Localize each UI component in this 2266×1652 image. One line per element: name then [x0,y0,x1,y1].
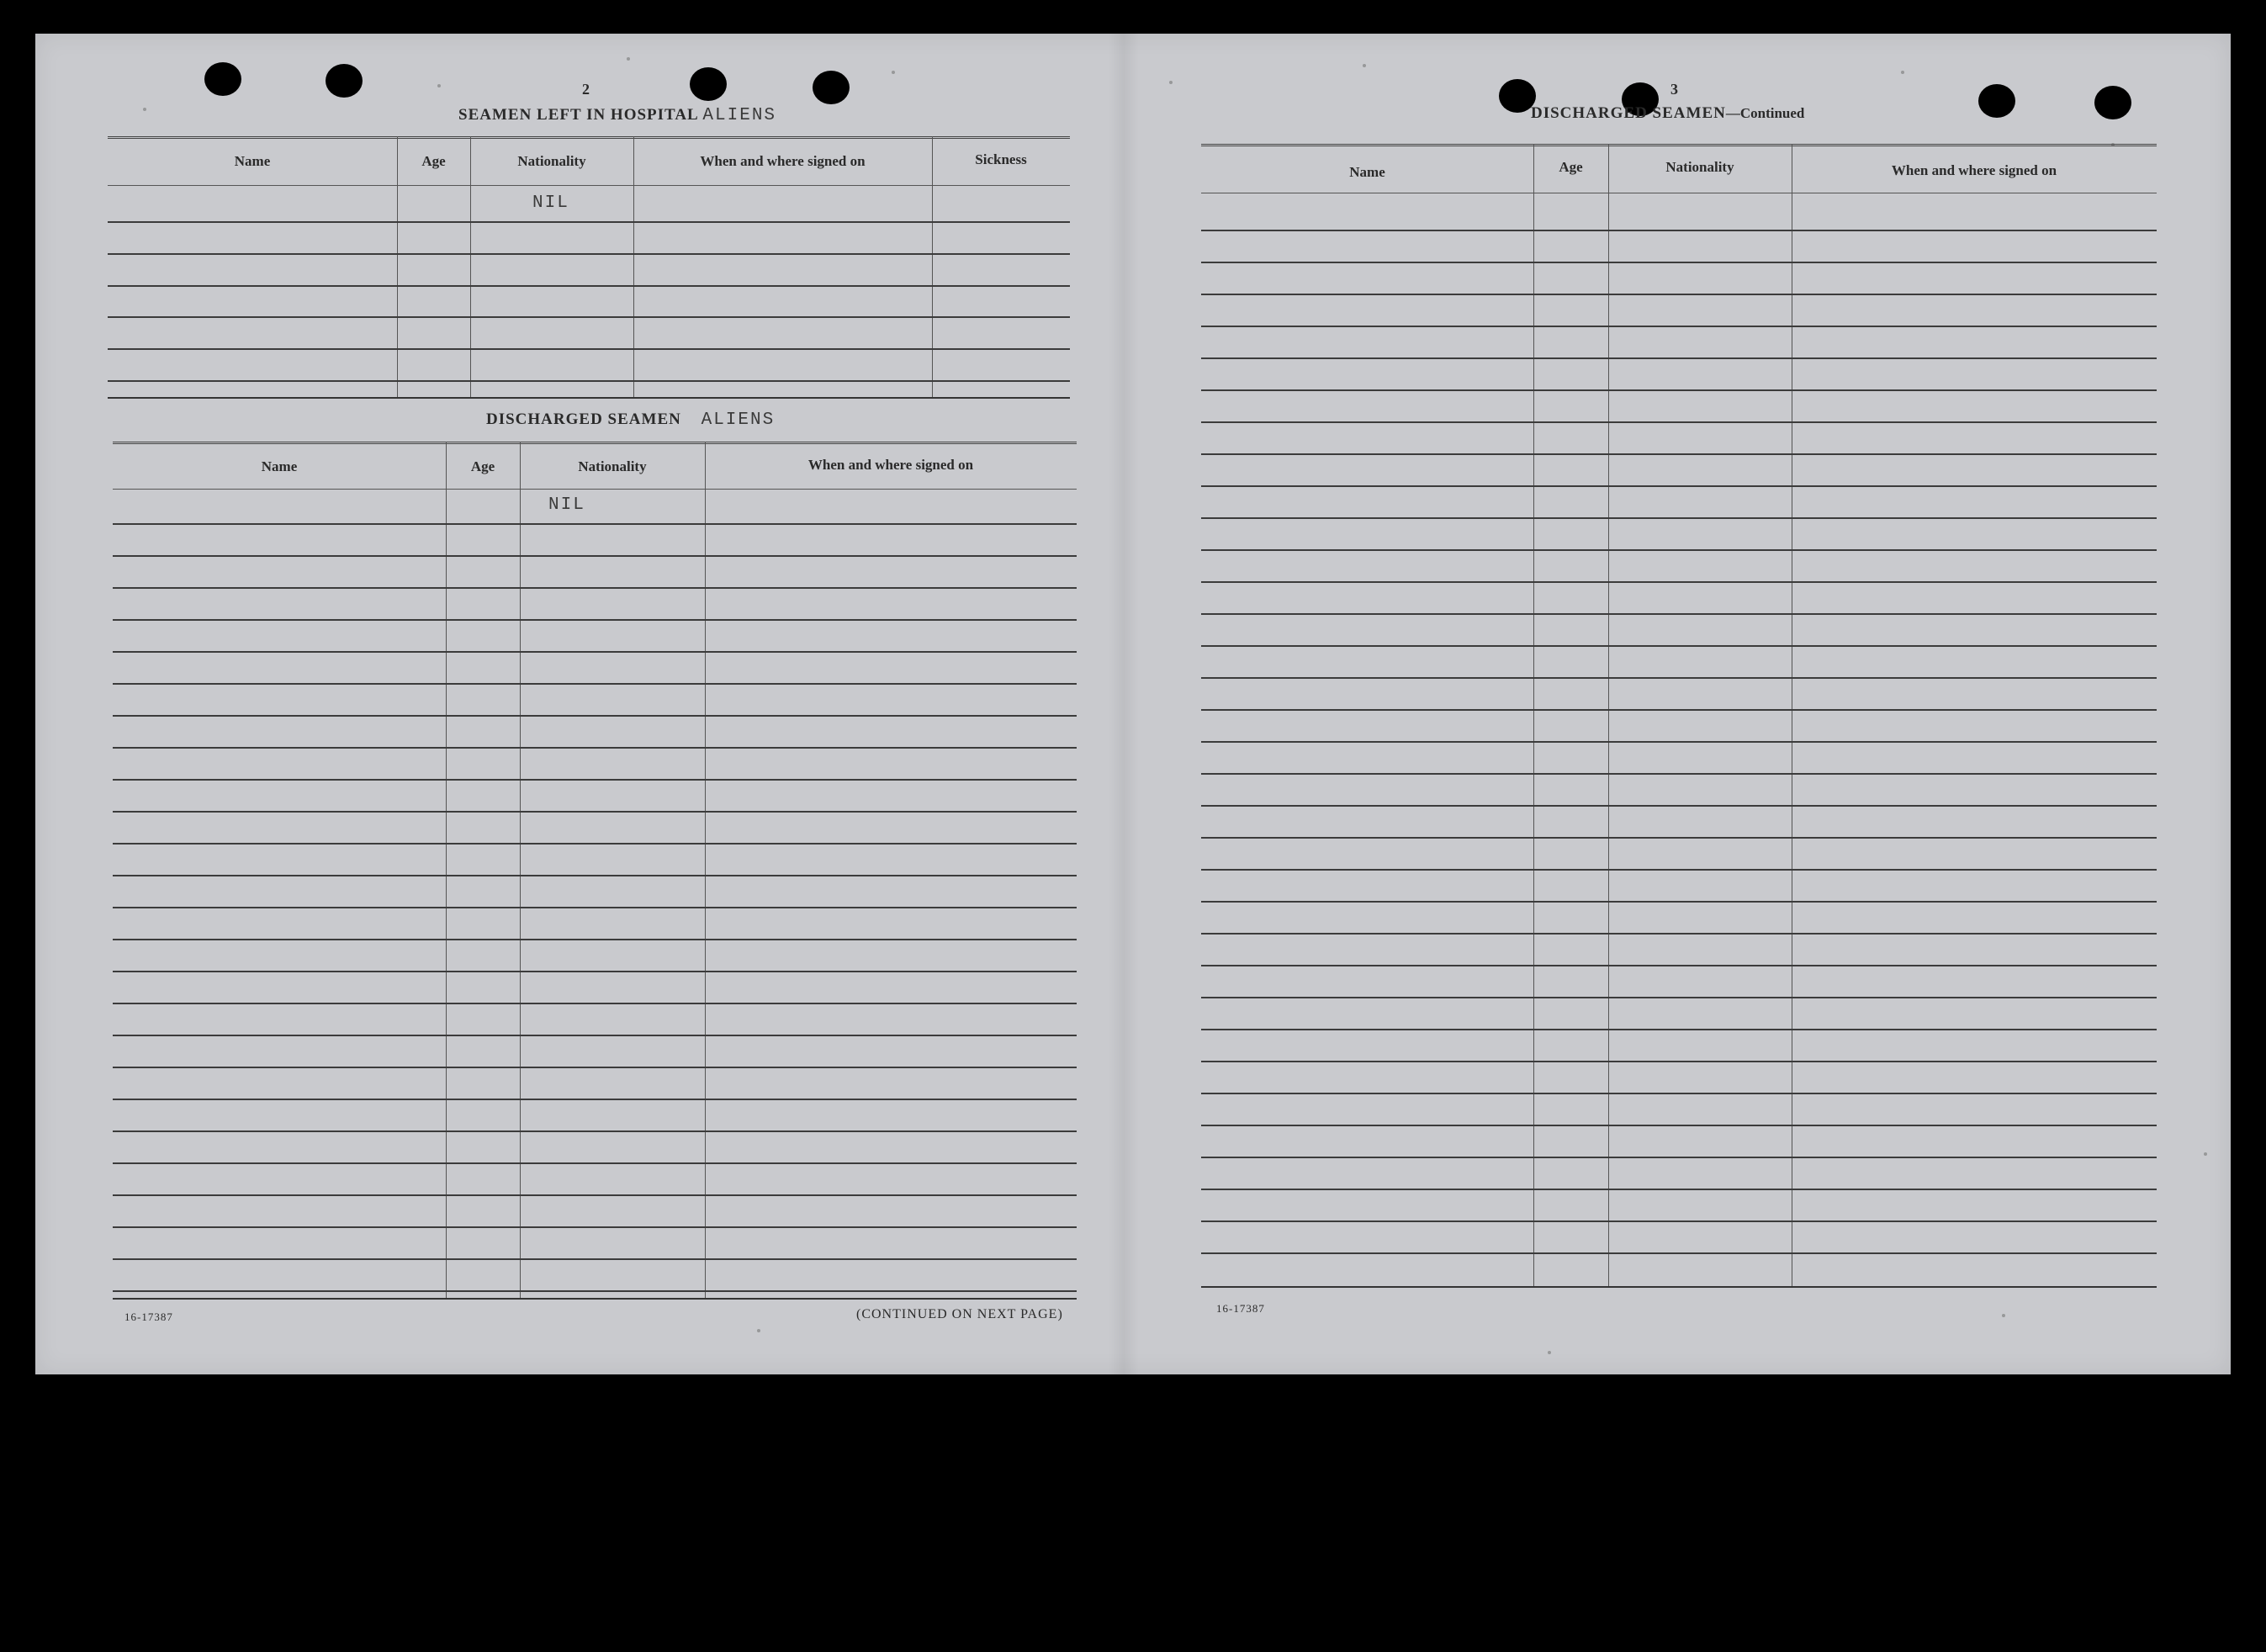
table-row [108,348,1070,350]
column-header-age: Age [470,458,495,474]
table-row [113,843,1077,845]
punch-hole [204,62,241,96]
paper-speck [627,57,630,61]
table-top-rule [108,136,1070,139]
table-row [1201,997,2157,998]
table-row [108,221,1070,223]
table-row [1201,965,2157,966]
table-row [113,523,1077,525]
table-row [113,1290,1077,1292]
table-row [1201,773,2157,775]
column-divider [446,442,447,1300]
table-row [1201,1029,2157,1030]
column-header-name: Name [234,153,271,169]
header-rule [113,489,1077,490]
hospital-title-text: SEAMEN LEFT IN HOSPITAL [458,106,698,124]
table-row [1201,1125,2157,1126]
table-top-rule [1201,144,2157,146]
column-header-age: Age [421,153,446,169]
column-header-signed-on: When and where signed on [807,457,974,473]
table-bottom-rule [108,397,1070,399]
table-row [113,1003,1077,1004]
hospital-title-typed: ALIENS [702,106,777,125]
column-header-signed-on: When and where signed on [1891,162,2057,178]
continued-section-title [1531,104,1804,123]
table-row [1201,741,2157,743]
paper-speck [1363,64,1366,67]
paper-speck [143,108,146,111]
column-divider [932,136,933,399]
table-row [1201,294,2157,295]
column-divider [1608,144,1609,1288]
punch-hole [326,64,363,98]
column-divider [397,136,398,399]
table-row [113,747,1077,749]
table-row [113,875,1077,876]
paper-speck [437,84,441,87]
table-row [113,1035,1077,1036]
table-row [1201,869,2157,871]
table-row [113,779,1077,781]
column-header-nationality: Nationality [578,458,647,474]
punch-hole [2094,86,2131,119]
table-top-rule [113,442,1077,444]
table-bottom-rule [113,1298,1077,1300]
table-row [113,651,1077,653]
column-header-name: Name [261,458,298,474]
table-row [1201,517,2157,519]
table-row [113,619,1077,621]
table-row [113,1130,1077,1132]
table-row [1201,1061,2157,1062]
paper-speck [2002,1314,2005,1317]
punch-hole [1978,84,2015,118]
hospital-section-title [458,106,776,125]
discharged-title-typed: ALIENS [701,410,776,430]
table-row [1201,1093,2157,1094]
table-row [108,285,1070,287]
table-row [113,587,1077,589]
table-row [113,971,1077,972]
form-number-left: 16-17387 [124,1310,173,1323]
table-row [113,555,1077,557]
table-row [1201,453,2157,455]
table-row [1201,262,2157,263]
paper-speck [1169,81,1173,84]
table-row [1201,1157,2157,1158]
column-divider [633,136,634,399]
paper-speck [1548,1351,1551,1354]
table-row [108,253,1070,255]
column-divider [1533,144,1534,1288]
table-row [1201,357,2157,359]
table-bottom-rule [1201,1286,2157,1288]
column-divider [470,136,471,399]
discharged-title-text: DISCHARGED SEAMEN [486,410,681,428]
table-row [1201,230,2157,231]
table-row [113,1226,1077,1228]
discharged-section-title [486,410,775,430]
column-divider [520,442,521,1300]
table-row [1201,549,2157,551]
continued-note: (CONTINUED ON NEXT PAGE) [856,1307,1063,1321]
column-header-nationality: Nationality [517,153,586,169]
table-row [1201,421,2157,423]
table-row [1201,837,2157,839]
column-header-age: Age [1559,159,1583,175]
table-row [1201,581,2157,583]
discharged-table-left [113,442,1077,1300]
hospital-table [108,136,1070,399]
page-number-left: 2 [582,81,590,98]
continued-title-text: DISCHARGED SEAMEN [1531,104,1726,122]
column-header-signed-on: When and where signed on [700,153,866,169]
discharged-table-right [1201,144,2157,1288]
table-row [1201,677,2157,679]
table-row [1201,805,2157,807]
table-row [113,907,1077,908]
hospital-nationality-entry: NIL [532,193,569,213]
continued-title-suffix: —Continued [1725,105,1805,121]
discharged-nationality-entry: NIL [548,495,585,515]
table-row [1201,326,2157,327]
header-rule [108,185,1070,186]
table-row [1201,389,2157,391]
table-row [113,715,1077,717]
table-row [1201,1252,2157,1254]
table-row [1201,485,2157,487]
paper-speck [2204,1152,2207,1156]
table-row [113,811,1077,813]
table-row [113,683,1077,685]
paper-speck [1901,71,1904,74]
page-number-right: 3 [1670,81,1678,98]
table-row [113,1194,1077,1196]
table-row [1201,933,2157,935]
table-row [113,1067,1077,1068]
table-row [1201,1220,2157,1222]
table-row [1201,709,2157,711]
table-row [108,316,1070,318]
table-row [1201,901,2157,903]
column-header-name: Name [1349,164,1385,180]
column-header-nationality: Nationality [1665,159,1734,175]
punch-hole [813,71,850,104]
table-row [1201,645,2157,647]
form-number-right: 16-17387 [1216,1302,1265,1315]
table-row [113,1099,1077,1100]
paper-speck [757,1329,760,1332]
table-row [113,1162,1077,1164]
paper-speck [892,71,895,74]
punch-hole [690,67,727,101]
table-row [108,380,1070,382]
table-row [1201,1189,2157,1190]
column-divider [705,442,706,1300]
table-row [1201,613,2157,615]
page-gutter [1109,34,1139,1374]
table-row [113,939,1077,940]
column-header-sickness: Sickness [975,151,1027,167]
table-row [113,1258,1077,1260]
